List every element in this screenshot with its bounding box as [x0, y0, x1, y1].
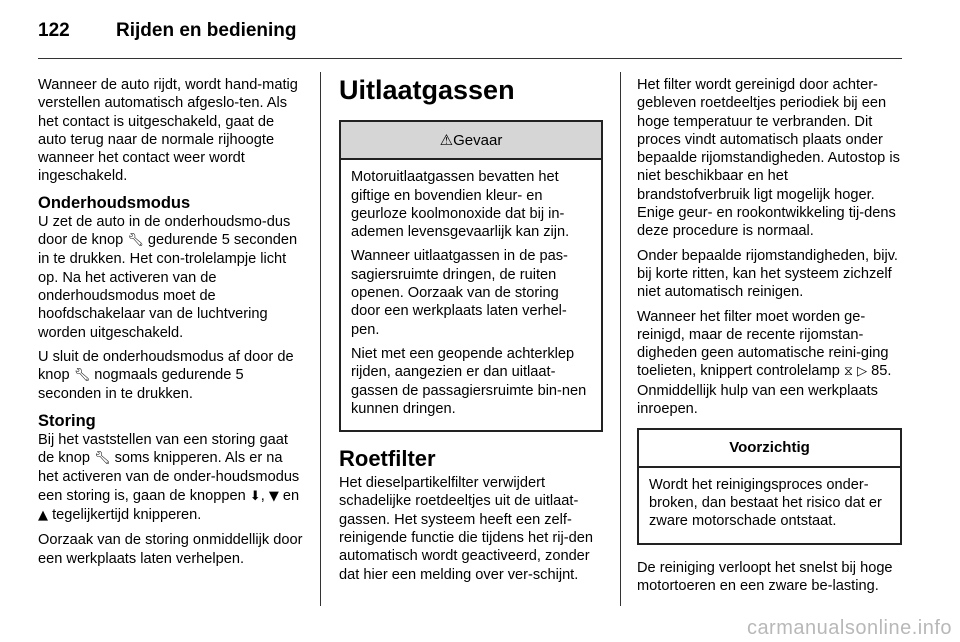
intro-paragraph: Wanneer de auto rijdt, wordt hand-matig verstellen automatisch afgeslo-ten. Als het contact is uitgeschakeld, gaat de auto terug naar de normale rijhoogte wanneer het contact weer wordt ingeschakeld. [38, 77, 298, 185]
danger-box-header: ⚠Gevaar [341, 122, 601, 160]
maintenance-exit-paragraph: U sluit de onderhoudsmodus af door de knop 🔧︎ nogmaals gedurende 5 seconden in te drukken. [38, 348, 294, 403]
page-title: Rijden en bediening [116, 20, 297, 41]
column-middle [339, 72, 603, 590]
caution-box-header: Voorzichtig [639, 430, 900, 467]
header-rule [38, 58, 902, 59]
down-triangle-icon: ▼ [268, 488, 279, 504]
caution-box [637, 428, 902, 544]
up-triangle-icon: ▲ [38, 507, 48, 523]
caution-paragraph: Wordt het reinigingsproces onder-broken, dan bestaat het risico dat er zware motorschade ontstaat. [649, 476, 882, 530]
section-heading-soot-filter: Roetfilter [339, 446, 436, 472]
fault-paragraph: Bij het vaststellen van een storing gaat de knop 🔧︎ soms knipperen. Als er na het activeren van de onder-houdsmodus een storing is, gaan de knoppen ⬇, ▼ en ▲ tegelijkertijd knipperen. [38, 431, 300, 523]
caution-box-body [639, 468, 900, 543]
danger-paragraph: Motoruitlaatgassen bevatten het giftige en bovendien kleur- en geurloze koolmonoxide dat bij in-ademen levensgevaarlijk kan zijn. [351, 169, 570, 241]
short-trips-paragraph: Onder bepaalde rijomstandigheden, bijv. bij korte ritten, kan het systeem zichzelf niet automatisch reinigen. [637, 247, 898, 301]
warning-icon: ⚠ [439, 131, 454, 149]
soot-filter-paragraph: Het dieselpartikelfilter verwijdert schadelijke roetdeeltjes uit de uitlaat-gassen. Het systeem heeft een zelf-reinigende functie die tijdens het rij-den automatisch wordt geactiveerd, zonder dat hier een melding over ver-schijnt. [339, 475, 593, 583]
danger-paragraph: Niet met een geopende achterklep rijden, aangezien er dan uitlaat-gassen de passagiersruimte bin-nen kunnen dringen. [351, 345, 587, 417]
column-divider [620, 72, 621, 606]
lower-suspension-icon: ⬇ [249, 488, 261, 504]
danger-box [339, 120, 603, 432]
maintenance-key-icon: 🔧︎ [127, 233, 144, 249]
maintenance-paragraph: U zet de auto in de onderhoudsmo-dus door de knop 🔧︎ gedurende 5 seconden in te drukken. Het con-trolelampje licht op. Na het activeren van de onderhoudsmodus moet de hoofdschakelaar van de luchtvering worden uitgeschakeld. [38, 213, 298, 341]
page-header [38, 20, 297, 42]
page-reference-icon: ▷ [857, 364, 868, 380]
column-left [38, 76, 306, 574]
danger-paragraph: Wanneer uitlaatgassen in de pas-sagiersruimte dringen, de ruiten openen. Oorzaak van de storing door een werkplaats laten verhel-pen. [351, 248, 568, 338]
section-heading-exhaust: Uitlaatgassen [339, 75, 515, 105]
filter-cleaning-paragraph: Het filter wordt gereinigd door achter-gebleven roetdeeltjes periodiek bij een hoge temperatuur te verbranden. Dit proces vindt automatisch plaats onder bepaalde rijomstandigheden. Autostop is niet beschikbaar en het brandstofverbruik ligt mogelijk hoger. Enige geur- en rookontwikkeling tij-dens deze procedure is normaal. [637, 77, 900, 240]
column-right [637, 76, 902, 601]
cleaning-tip-paragraph: De reiniging verloopt het snelst bij hoge motortoeren en een zware be-lasting. [637, 559, 893, 594]
fault-repair-paragraph: Oorzaak van de storing onmiddellijk door een werkplaats laten verhelpen. [38, 532, 303, 567]
section-heading-maintenance: Onderhoudsmodus [38, 193, 191, 212]
column-divider [320, 72, 321, 606]
danger-box-body [341, 160, 601, 430]
section-heading-fault: Storing [38, 411, 96, 430]
maintenance-key-icon: 🔧︎ [73, 368, 91, 384]
page-number: 122 [38, 20, 70, 41]
maintenance-key-icon: 🔧︎ [94, 451, 111, 467]
particle-filter-lamp-icon: ⧖ [843, 364, 854, 380]
warning-lamp-paragraph: Wanneer het filter moet worden ge-reinigd, maar de recente rijomstan-digheden geen automatische reini-ging toelieten, knippert controlelamp ⧖ ▷ 85. Onmiddellijk hulp van een werkplaats inroepen. [637, 308, 892, 418]
page-reference: 85 [871, 363, 888, 380]
watermark: carmanualsonline.info [746, 617, 952, 639]
